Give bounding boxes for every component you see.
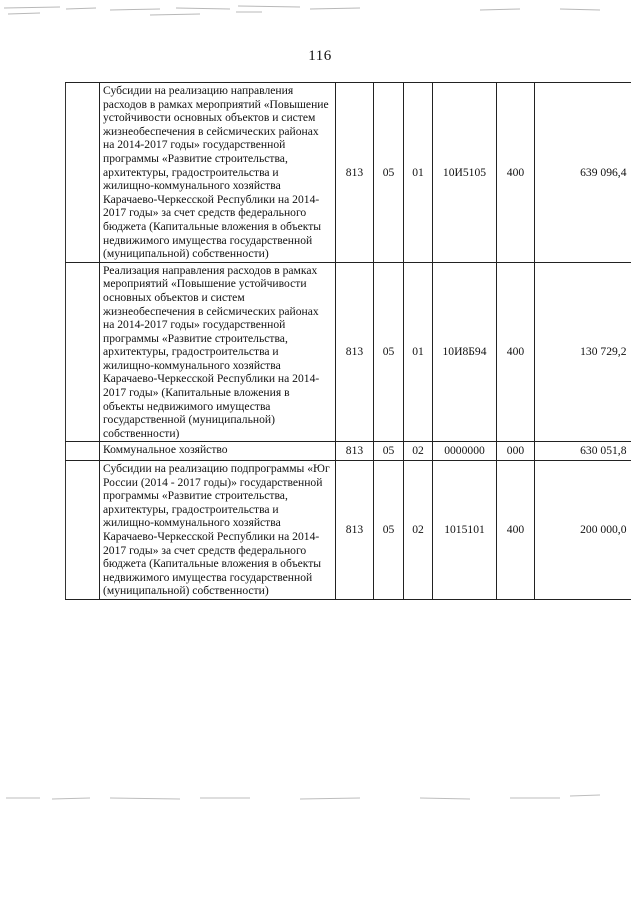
- row-sum: 130 729,2: [535, 262, 631, 442]
- row-target-article: 0000000: [433, 442, 497, 461]
- row-target-article: 10И5105: [433, 83, 497, 263]
- row-spacer-cell: [66, 461, 100, 600]
- row-name: Субсидии на реализацию подпрограммы «Юг России (2014 - 2017 годы)» государственной программы «Развитие строительства, архитектуры, градостроительства и жилищно-коммунального хозяйства Карачаево-Черкесской Республики на 2014-2017 годы» за счет средств федерального бюджета (Капитальные вложения в объекты недвижимого имущества государственной (муниципальной) собственности): [100, 461, 336, 600]
- row-expense-type: 000: [497, 442, 535, 461]
- row-name: Субсидии на реализацию направления расходов в рамках мероприятий «Повышение устойчивости основных объектов и систем жизнеобеспечения в сейсмических районах на 2014-2017 годы» государственной программы «Развитие строительства, архитектуры, градостроительства и жилищно-коммунального хозяйства Карачаево-Черкесской Республики на 2014-2017 годы» за счет средств федерального бюджета (Капитальные вложения в объекты недвижимого имущества государственной (муниципальной) собственности): [100, 83, 336, 263]
- row-spacer-cell: [66, 442, 100, 461]
- row-subsection: 01: [404, 83, 433, 263]
- row-section: 05: [374, 262, 404, 442]
- row-section: 05: [374, 461, 404, 600]
- row-grbs: 813: [336, 83, 374, 263]
- budget-table: [65, 82, 631, 600]
- row-target-article: 1015101: [433, 461, 497, 600]
- row-section: 05: [374, 442, 404, 461]
- row-spacer-cell: [66, 83, 100, 263]
- row-sum: 200 000,0: [535, 461, 631, 600]
- row-spacer-cell: [66, 262, 100, 442]
- row-name: Коммунальное хозяйство: [100, 442, 336, 461]
- table-row: [66, 83, 631, 263]
- row-expense-type: 400: [497, 262, 535, 442]
- row-section: 05: [374, 83, 404, 263]
- row-target-article: 10И8Б94: [433, 262, 497, 442]
- row-expense-type: 400: [497, 461, 535, 600]
- row-grbs: 813: [336, 442, 374, 461]
- row-expense-type: 400: [497, 83, 535, 263]
- row-sum: 639 096,4: [535, 83, 631, 263]
- row-name: Реализация направления расходов в рамках мероприятий «Повышение устойчивости основных объектов и систем жизнеобеспечения в сейсмических районах на 2014-2017 годы» государственной программы «Развитие строительства, архитектуры, градостроительства и жилищно-коммунального хозяйства Карачаево-Черкесской Республики на 2014-2017 годы» (Капитальные вложения в объекты недвижимого имущества государственной (муниципальной) собственности): [100, 262, 336, 442]
- row-subsection: 02: [404, 442, 433, 461]
- row-sum: 630 051,8: [535, 442, 631, 461]
- table-row: [66, 262, 631, 442]
- scan-noise-bottom: [0, 790, 640, 810]
- row-grbs: 813: [336, 461, 374, 600]
- row-subsection: 02: [404, 461, 433, 600]
- page-number: 116: [308, 48, 332, 64]
- table-row: [66, 442, 631, 461]
- row-subsection: 01: [404, 262, 433, 442]
- row-grbs: 813: [336, 262, 374, 442]
- scan-noise-top: [0, 0, 640, 22]
- table-row: [66, 461, 631, 600]
